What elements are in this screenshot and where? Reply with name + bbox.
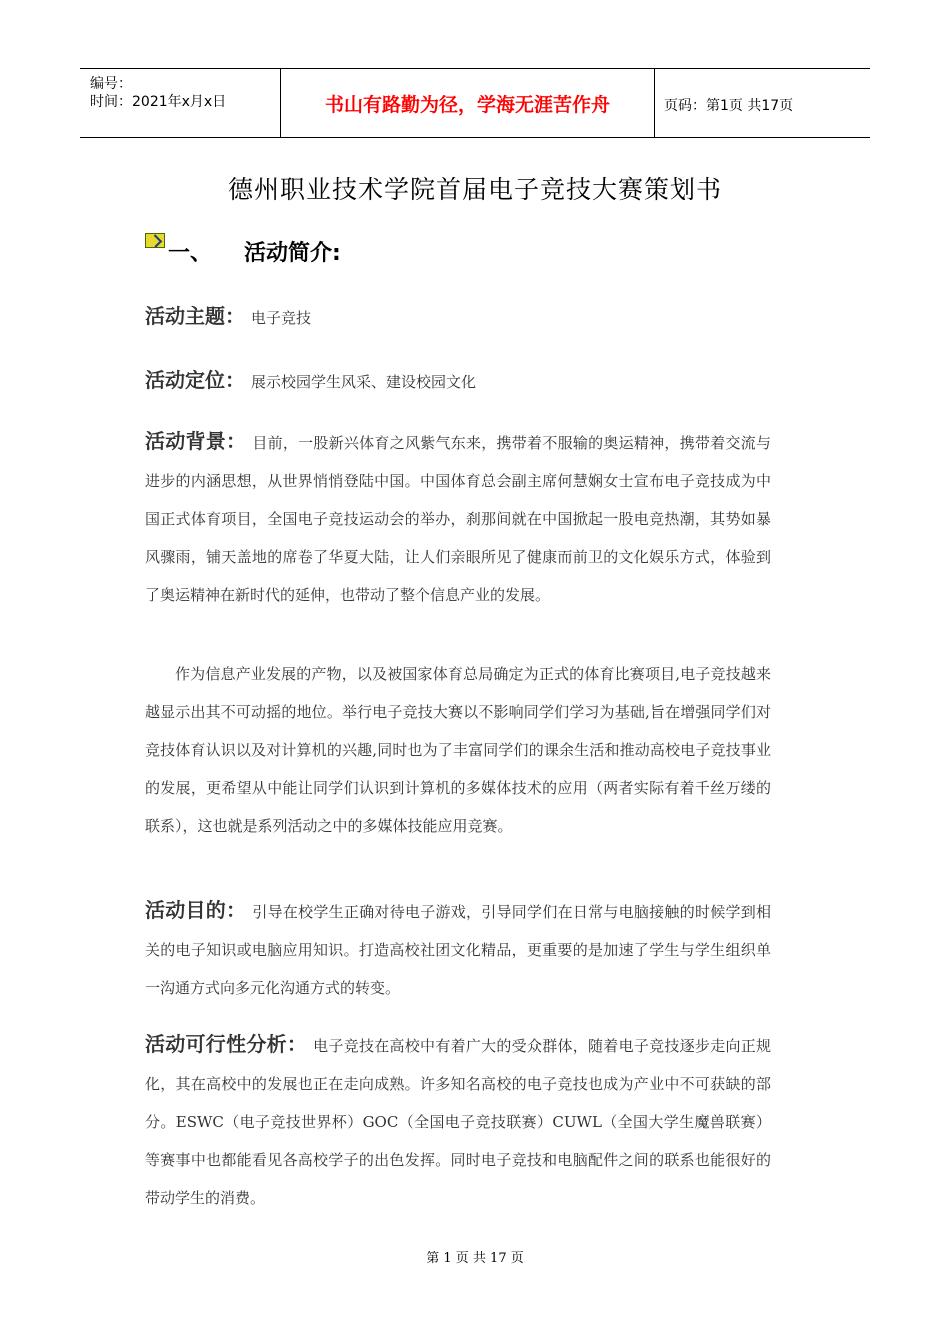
document-title: 德州职业技术学院首届电子竞技大赛策划书 (227, 175, 722, 204)
header-meta-cell (80, 69, 280, 137)
bullet-arrow-icon (145, 233, 165, 248)
background-label: 活动背景： (145, 429, 247, 453)
theme-text: 电子竞技 (251, 309, 312, 327)
background-paragraph (145, 422, 771, 614)
feasibility-text: 电子竞技在高校中有着广大的受众群体，随着电子竞技逐步走向正规化，其在高校中的发展也正在走向成熟。许多知名高校的电子竞技也成为产业中不可获缺的部分。ESWC（电子竞技世界杯）GOC（全国电子竞技联赛）CUWL（全国大学生魔兽联赛）等赛事中也都能看见各高校学子的出色发挥。同时电子竞技和电脑配件之间的联系也能很好的带动学生的消费。 (145, 1037, 772, 1207)
theme-row (145, 300, 311, 329)
feasibility-paragraph (145, 1025, 771, 1217)
header-table (80, 68, 870, 138)
motto-text: 书山有路勤为径，学海无涯苦作舟 (324, 93, 610, 116)
background-text: 目前，一股新兴体育之风紫气东来，携带着不服输的奥运精神，携带着交流与进步的内涵思想，从世界悄悄登陆中国。中国体育总会副主席何慧娴女士宣布电子竞技成为中国正式体育项目，全国电子竞技运动会的举办，刹那间就在中国掀起一股电竞热潮，其势如暴风骤雨，铺天盖地的席卷了华夏大陆，让人们亲眼所见了健康而前卫的文化娱乐方式，体验到了奥运精神在新时代的延伸，也带动了整个信息产业的发展。 (145, 434, 772, 604)
feasibility-label: 活动可行性分析： (145, 1032, 308, 1056)
purpose-label: 活动目的： (145, 898, 247, 922)
section-title: 活动简介: (244, 241, 341, 266)
section-number: 一、 (168, 241, 213, 266)
positioning-row (145, 364, 476, 393)
time-label: 时间：2021年x月x日 (90, 94, 227, 110)
purpose-paragraph (145, 891, 771, 1007)
positioning-text: 展示校园学生风采、建设校园文化 (251, 373, 477, 391)
background-paragraph-2: 作为信息产业发展的产物，以及被国家体育总局确定为正式的体育比赛项目,电子竞技越来越显示出其不可动摇的地位。举行电子竞技大赛以不影响同学们学习为基础,旨在增强同学们对竞技体育认识以及对计算机的兴趣,同时也为了丰富同学们的课余生活和推动高校电子竞技事业的发展，更希望从中能让同学们认识到计算机的多媒体技术的应用（两者实际有着千丝万缕的联系），这也就是系列活动之中的多媒体技能应用竞赛。 (145, 665, 771, 835)
theme-label: 活动主题： (145, 304, 245, 328)
page-info: 页码：第1页 共17页 (664, 98, 794, 114)
page-footer: 第 1 页 共 17 页 (426, 1251, 524, 1266)
number-label: 编号： (90, 76, 132, 92)
purpose-text: 引导在校学生正确对待电子游戏，引导同学们在日常与电脑接触的时候学到相关的电子知识或电脑应用知识。打造高校社团文化精品，更重要的是加速了学生与学生组织单一沟通方式向多元化沟通方式的转变。 (145, 903, 772, 997)
positioning-label: 活动定位： (145, 368, 245, 392)
motto-cell (280, 69, 655, 137)
